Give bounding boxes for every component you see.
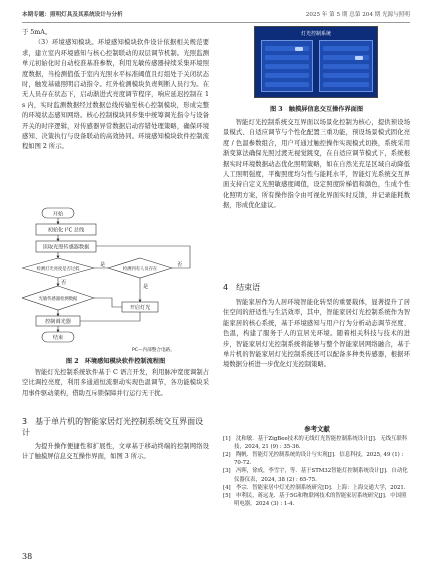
paragraph: 于 5mA。 — [22, 29, 52, 36]
page-number: 38 — [22, 552, 33, 561]
flow-init-label: 初始化 I²C 总线 — [47, 227, 85, 234]
reference-item: [4] 李宗．智能家居中灯光控制系统研究[D]．上海：上海交通大学，2021. — [223, 484, 406, 491]
flow-yes-label: 是 — [100, 262, 106, 268]
reference-item: [3] 冯晖，徐成，李雪宇，等．基于STM32智能灯控制系统设计[J]．自动化仪器仪表，2024, 38 (2) : 65-75. — [223, 468, 408, 483]
flow-start-label: 开始 — [52, 211, 64, 218]
right-column-top — [223, 118, 410, 212]
touchscreen-figure — [254, 26, 378, 98]
screen-slider-knob — [295, 47, 303, 51]
paragraph: 智能灯光控制系统软件基于 C 语言开发，利用脉冲宽度调制占空比调控亮度，利用多通道恒流驱动实现色温调节，各功能模块采用事件驱动架构，借助互斥锁保障并行运行无干扰。 — [22, 369, 209, 397]
flow-d1-label: 检测灯光亮度是否过低 — [36, 267, 80, 272]
reference-item: [2] 陶帆．智能灯光控制系统的设计与实现[J]．信息科技，2025, 49 (1) : 70-72. — [223, 452, 404, 467]
flow-ctrl-label: 控制调光器 — [45, 319, 71, 325]
screen-row — [323, 46, 369, 51]
reference-item: [5] 申利民，蒋远龙．基于5G和物联网技术的智能家居系统研究[J]．中国照明电器，2024 (3) : 1-4. — [223, 492, 407, 507]
section-4-heading: 4 结束语 — [223, 283, 261, 292]
header-issue: 2025 年 第 5 期 总第 204 期 光源与照明 — [305, 12, 410, 18]
figure-2-caption: 图 2 环境感知模块软件控制流程图 — [65, 358, 166, 365]
flow-d3-label: 光敏传感器检测数据 — [38, 297, 78, 302]
paragraph: 智能灯光控制系统交互界面以场景化控制为核心，提供预设场景模式、自适应调节与个性化配置三重功能，预设场景模式固化亮度 / 色温参数组合，用户可通过触控操作实现模式切换，系统采用渐变算法确保光照过渡无视觉跳变，在自适应调节模式下，系统根据实时环境数据动态优化照明策略，如在自然光充足区域自动降低人工照明强度，平衡照度均匀性与能耗水平，智能灯光系统交互界面支持自定义光照敏感度阈值，设定照度阶梯值和颜色，生成个性化照明方案，所有操作指令由可视化界面实时反馈，并记录能耗数据，形成优化建议。 — [223, 119, 410, 210]
flow-d2-label: 检测到有人员存在 — [122, 267, 158, 272]
screen-row — [265, 82, 309, 87]
left-column-bottom — [22, 442, 209, 463]
screen-title: 灯光控制系统 — [300, 31, 331, 37]
left-column-mid — [22, 368, 209, 399]
figure-3-caption: 图 3 触摸屏信息交互操作界面图 — [269, 106, 364, 113]
flowchart-figure — [22, 206, 209, 354]
reference-item: [1] 沈和敏．基于ZigBee技术的无线灯光智能控制系统设计[J]．无线互联科技，2024, 21 (9) : 35-36. — [223, 436, 408, 451]
flow-end-label: 结束 — [52, 335, 64, 341]
header-topic: 本期专题：照明灯具及其系统设计与分析 — [22, 12, 123, 18]
screen-row — [265, 55, 309, 60]
paragraph: （3）环境感知模块。环境感知模块软件设计依据相关规范要求，建立室内环境感知与核心控制联动的双层调节机制。光照监测单元初始化时自动校准基准参数，利用光敏传感器持续采集环境照度数据，当检测值低于室内光照水平标准阈值且灯组处于关闭状态时，触发基础照明启动指令。红外检测模块负责判断人员行为。在无人员存在状态下，启动渐进式亮度调节程序，响应延迟控制在 1 s 内，实时监测数据经过数据总线传输至核心控制模块，形成完整的环境状态感知网络。核心控制模块同步集中统筹调光指令与设备开关的时序逻辑，对传感器异常数据启动容错处理策略，确保环境感知、决策执行与设备联动的高效协同。环境感知模块软件控制流程如图 2 所示。 — [22, 39, 209, 151]
flow-open-label: 开启灯光 — [129, 305, 151, 311]
screen-row — [323, 73, 369, 78]
right-column-mid — [223, 298, 410, 371]
flow-read-label: 读取光照传感器数据 — [42, 244, 90, 251]
running-header — [22, 8, 410, 23]
paragraph: 为提升操作便捷性和扩展性，文章基于移动终端的控制网络设计了触摸屏信息交互操作界面，如图 3 所示。 — [22, 443, 209, 461]
left-column-top — [22, 28, 209, 153]
screen-row — [265, 64, 309, 69]
flow-no-label: 否 — [177, 262, 183, 268]
flow-yes-label: 是 — [143, 284, 149, 290]
section-3-heading: 3 基于单片机的智能家居灯光控制系统交互界面设计 — [22, 417, 204, 437]
flow-no-label: 否 — [61, 280, 67, 286]
flow-footnote: PC—内部整合电路。 — [132, 348, 175, 353]
references — [223, 425, 411, 508]
screen-row — [265, 73, 309, 78]
screen-row — [323, 82, 369, 87]
references-title: 参考文献 — [304, 425, 330, 433]
paragraph: 智能家居作为人居环境智能化转型的重要载体，显著提升了居住空间的舒适性与生活效率，其中，智能家居灯光控制系统作为智能家居的核心系统，基于环境感知与用户行为分析动态调节亮度、色温，构建了服务于人的宜居光环境。随着相关科技与技术的进步，智能家居灯光控制系统将能够与整个智能家居网络融合，基于单片机的智能家居灯光控制系统还可以配备多种类传感器，根据环境数据分析进一步优化灯光控制策略。 — [223, 299, 410, 369]
screen-row — [323, 64, 369, 69]
screen-slider-knob — [355, 56, 363, 60]
